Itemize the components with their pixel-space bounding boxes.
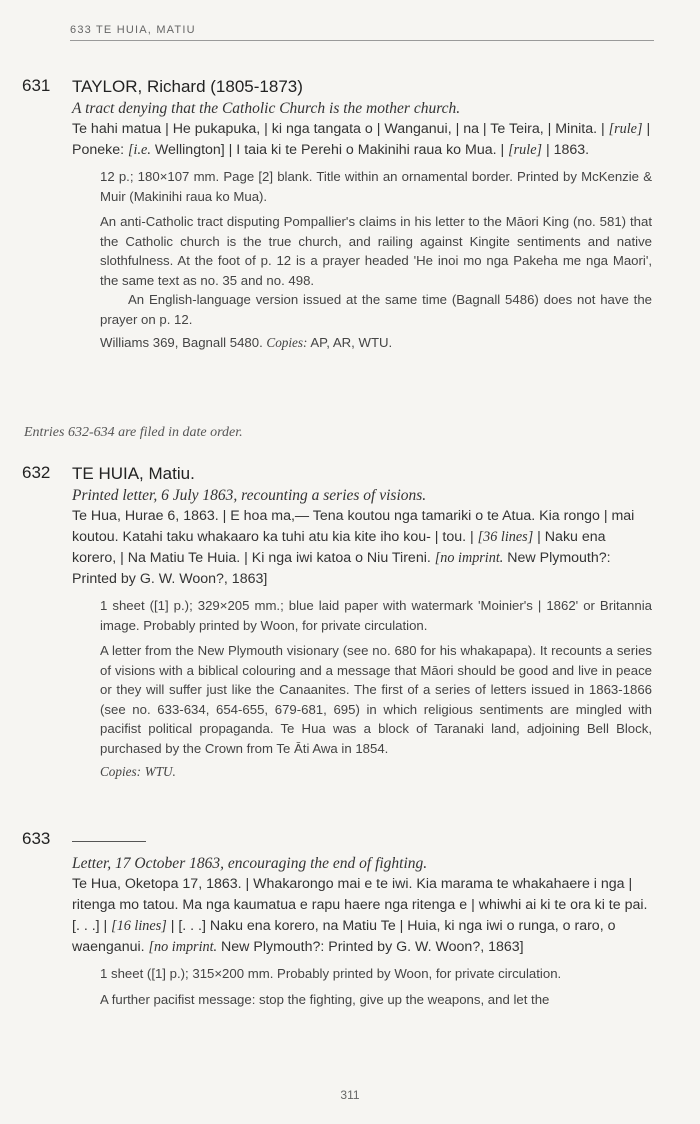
title-transcription: Te Hua, Hurae 6, 1863. | E hoa ma,— Tena koutou nga tamariki o te Atua. Kia rongo | mai koutou. Katahi taku whakaaro ka tuhi atu kia kite iho kou- | tou. | [36 lines] | Naku ena korero, | Na Matiu Te Huia. | Ki nga iwi katoa o Niu Tireni. [no imprint. New Plymouth?: Printed by G. W. Woon?, 1863] [72,508,635,587]
copies: Copies: WTU. [100,764,176,779]
entry-633 [22,829,652,1009]
running-head: 633 TE HUIA, MATIU [70,24,654,41]
filing-note: Entries 632-634 are filed in date order. [24,425,243,440]
ditto-dash [72,841,146,842]
title-transcription: Te Hua, Oketopa 17, 1863. | Whakarongo mai e te iwi. Kia marama te whakahaere i nga | ritenga mo tatou. Ma nga kaumatua e rapu haere nga ritenga e | whiwhi ai ki te ora ki te pai. [. . .] | [16 lines] | [. . .] Naku ena korero, na Matiu Te | Huia, ki nga iwi o runga, o raro, o waenganui. [no imprint. New Plymouth?: Printed by G. W. Woon?, 1863] [72,876,648,955]
entry-title: A tract denying that the Catholic Church is the mother church. [72,100,461,117]
author-name: TE HUIA, Matiu [72,464,191,483]
physical-description: 1 sheet ([1] p.); 315×200 mm. Probably printed by Woon, for private circulation. [100,966,562,981]
physical-description: 12 p.; 180×107 mm. Page [2] blank. Title within an ornamental border. Printed by McKenzie & Muir (Makinihi raua ko Mua). [100,169,652,204]
entry-number: 631 [22,76,51,95]
annotation: A further pacifist message: stop the fighting, give up the weapons, and let the [100,991,550,1007]
entry-number: 632 [22,463,51,482]
entry-title: Letter, 17 October 1863, encouraging the end of fighting. [72,855,428,872]
page-number: 311 [340,1088,360,1102]
entry-heading [72,829,652,851]
entry-632 [22,463,652,782]
title-transcription: Te hahi matua | He pukapuka, | ki nga tangata o | Wanganui, | na | Te Teira, | Minita. | [rule] | Poneke: [i.e. Wellington] | I taia ki te Perehi o Makinihi raua ko Mua. | [rule] | 1863. [72,121,651,158]
author-name: TAYLOR, Richard [72,77,206,96]
annotation: An anti-Catholic tract disputing Pompallier's claims in his letter to the Māori King (no. 581) that the Catholic church is the true church, and railing against Kingite sentiments and native slothfulness. At the foot of p. 12 is a prayer headed 'He inoi mo nga Pakeha me nga Maori', the same text as no. 35 and no. 498. [100,214,652,288]
entry-heading [72,463,652,485]
physical-description: 1 sheet ([1] p.); 329×205 mm.; blue laid paper with watermark 'Moinier's | 1862' or Britannia image. Probably printed by Woon, for private circulation. [100,598,652,633]
entry-title: Printed letter, 6 July 1863, recounting a series of visions. [72,487,427,504]
annotation: A letter from the New Plymouth visionary (see no. 680 for his whakapapa). It recounts a series of visions with a biblical colouring and a message that Māori should be good and live in peace or they will suffer just like the Canaanites. The first of a series of letters issued in 1863-1866 (see no. 633-634, 654-655, 679-681, 695) in which religious sentiments are mingled with pacifist political propaganda. Te Hua was a block of Taranaki land, adjoining Bell Block, purchased by the Crown from Te Āti Awa in 1854. [100,643,652,756]
entry-631 [22,76,652,353]
author-dates: (1805-1873) [210,77,303,96]
references: Williams 369, Bagnall 5480. Copies: AP, AR, WTU. [100,335,393,350]
entry-heading [72,76,652,98]
author-dates: . [190,464,195,483]
entry-number: 633 [22,829,51,848]
annotation: An English-language version issued at the same time (Bagnall 5486) does not have the prayer on p. 12. [100,292,652,327]
